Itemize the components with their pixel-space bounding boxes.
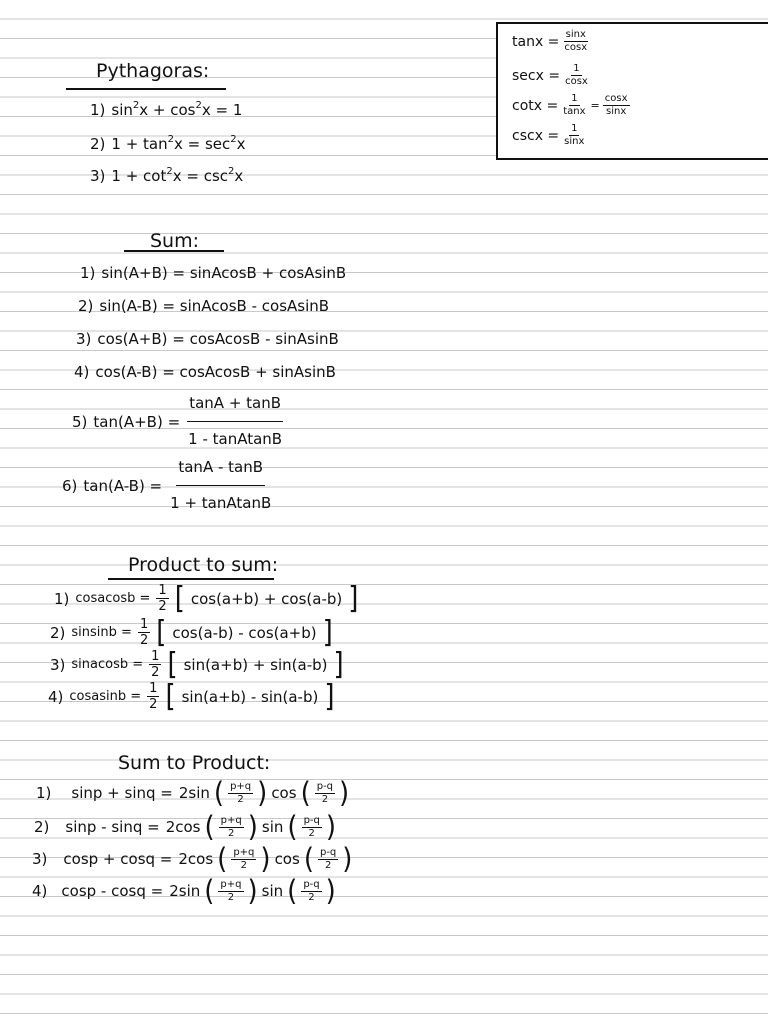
fraction-denominator: 2 [321,793,329,805]
product-to-sum-underline [108,578,274,580]
fraction-denominator: 2 [158,599,167,614]
formula-inner: cos(a+b) + cos(a-b) [190,589,343,608]
csc-fraction [562,124,586,147]
product-to-sum-item-1 [54,581,359,616]
item-number: 2) [90,134,106,153]
right-paren: ) [257,776,268,810]
item-number: 1) [54,589,70,608]
formula-rhs [178,842,353,876]
item-number: 2) [78,297,94,315]
right-bracket: ] [333,647,344,682]
product-to-sum-item-4 [48,679,335,714]
fraction-numerator: p-q [319,846,337,858]
fraction-numerator: p-q [303,878,320,890]
sec-lhs: secx = [512,67,561,84]
item-number: 4) [48,687,64,706]
formula-part: x = sec [174,135,231,153]
fraction-denominator: 2 [139,633,149,648]
item-number: 1) [90,100,106,119]
cot-fraction-2 [603,94,630,117]
argument-fraction [318,848,338,871]
csc-identity [512,124,586,147]
function-1: 2sin [169,882,201,900]
cot-numerator-1: 1 [571,93,578,104]
right-paren: ) [247,810,258,844]
half-fraction [147,682,159,711]
left-paren: ( [204,874,215,908]
sum-to-product-item-3 [32,842,353,876]
function-2: cos [274,850,300,868]
pythagoras-item-2 [90,134,246,153]
formula-inner: sin(a+b) - sin(a-b) [181,687,319,706]
argument-fraction [228,782,253,805]
tan-diff-fraction [168,460,273,511]
formula-part: sin [111,101,133,119]
fraction-numerator: 1 [151,649,160,664]
cot-numerator-2: cosx [604,93,628,104]
left-paren: ( [217,842,228,876]
right-paren: ) [325,874,336,908]
fraction-numerator: p+q [233,846,255,858]
cot-denominator-2: sinx [606,106,627,117]
formula-part: 1 + tan [111,135,168,153]
formula-lhs: sinp - sinq = [65,818,160,836]
tan-denominator: cosx [564,42,588,53]
formula-inner: sin(a+b) + sin(a-b) [183,655,328,674]
right-paren: ) [325,810,337,844]
formula-lhs: sinp + sinq = [71,784,173,802]
fraction-numerator: 1 [149,681,158,696]
function-2: sin [261,818,284,836]
fraction-numerator: p+q [230,780,252,792]
superscript: 2 [230,134,237,145]
reciprocal-identities-box [496,22,768,160]
sum-to-product-item-2 [34,810,337,844]
argument-fraction [302,816,322,839]
function-1: 2sin [178,784,210,802]
item-number: 2) [50,623,66,642]
superscript: 2 [228,166,235,177]
formula-rhs [178,776,350,810]
fraction-denominator: 2 [228,827,235,839]
superscript: 2 [132,100,140,111]
sec-identity [512,64,590,87]
right-paren: ) [339,776,350,810]
sum-to-product-item-4 [32,874,336,908]
left-paren: ( [303,842,314,876]
cot-lhs: cotx = [512,97,559,114]
item-number: 3) [32,850,48,868]
fraction-numerator: p+q [220,878,242,890]
formula-lhs: cosp + cosq = [63,850,173,868]
fraction-denominator: 2 [308,827,315,839]
formula-part: x + cos [139,101,196,119]
argument-fraction [219,816,244,839]
formula-lhs: tan(A-B) = [83,476,163,495]
formula-lhs: cosacosb = [75,591,151,606]
fraction-denominator: 2 [308,891,315,903]
sum-item-6 [62,460,273,511]
formula-lhs: tan(A+B) = [93,412,181,431]
fraction-numerator: tanA - tanB [176,460,265,486]
half-fraction [149,650,161,679]
pythagoras-underline [66,88,226,90]
fraction-denominator: 2 [151,665,160,680]
superscript: 2 [166,166,173,177]
product-to-sum-item-3 [50,647,344,682]
sum-underline [124,250,224,252]
item-number: 3) [90,166,106,185]
half-fraction [156,584,168,613]
left-bracket: [ [156,615,167,650]
formula-lhs: cosp - cosq = [61,882,164,900]
fraction-denominator: 2 [227,891,235,903]
right-bracket: ] [348,581,359,616]
sum-heading: Sum: [150,230,200,252]
superscript: 2 [195,100,202,111]
left-bracket: [ [167,647,178,682]
left-paren: ( [300,776,311,810]
fraction-numerator: p-q [316,780,334,792]
formula-rhs [165,810,337,844]
sec-numerator: 1 [573,63,580,74]
cot-identity [512,94,630,117]
fraction-numerator: p-q [303,814,320,826]
fraction-denominator: 2 [149,697,158,712]
right-paren: ) [247,874,258,908]
half-fraction [138,618,150,647]
argument-fraction [315,782,335,805]
sum-to-product-heading: Sum to Product: [118,752,271,774]
formula-text: sin(A+B) = sinAcosB + cosAsinB [101,264,347,282]
right-paren: ) [260,842,271,876]
item-number: 6) [62,476,78,495]
fraction-numerator: tanA + tanB [187,396,283,422]
left-paren: ( [287,874,298,908]
fraction-denominator: 2 [237,793,244,805]
fraction-numerator: p+q [220,814,242,826]
tan-identity [512,30,589,53]
formula-text: sin(A-B) = sinAcosB - cosAsinB [99,297,330,315]
tan-fraction [562,30,589,53]
fraction-denominator: 1 + tanAtanB [170,494,272,512]
formula-rhs [169,874,336,908]
item-number: 3) [76,330,92,348]
tan-lhs: tanx = [512,33,560,50]
item-number: 3) [50,655,66,674]
function-1: 2cos [178,850,214,868]
fraction-denominator: 2 [324,859,332,871]
formula-part: x = 1 [201,101,243,119]
cot-equals: = [590,99,600,112]
item-number: 4) [32,882,48,900]
function-2: sin [261,882,284,900]
sec-denominator: cosx [565,76,588,87]
sum-item-1 [80,264,346,282]
right-paren: ) [342,842,353,876]
argument-fraction [301,880,321,903]
sum-item-5 [72,396,284,447]
left-paren: ( [287,810,298,844]
product-to-sum-heading: Product to sum: [128,554,279,576]
superscript: 2 [167,134,175,145]
left-paren: ( [213,776,225,810]
sec-fraction [563,64,590,87]
fraction-numerator: 1 [139,617,149,632]
formula-lhs: sinsinb = [71,625,132,640]
fraction-denominator: 1 - tanAtanB [188,430,283,448]
formula-part: x [236,135,246,153]
argument-fraction [218,880,243,903]
item-number: 5) [72,412,88,431]
fraction-numerator: 1 [158,583,167,598]
csc-lhs: cscx = [512,127,560,144]
pythagoras-item-3 [90,166,243,185]
function-1: 2cos [165,818,201,836]
sum-item-4 [74,363,336,381]
csc-denominator: sinx [564,136,585,147]
left-bracket: [ [165,679,176,714]
fraction-denominator: 2 [240,859,248,871]
left-bracket: [ [174,581,185,616]
csc-numerator: 1 [571,123,578,134]
item-number: 2) [34,818,50,836]
formula-lhs: sinacosb = [71,657,144,672]
pythagoras-item-1 [90,100,242,119]
formula-part: 1 + cot [111,167,167,185]
sum-item-3 [76,330,339,348]
pythagoras-heading: Pythagoras: [96,60,210,82]
formula-text: cos(A-B) = cosAcosB + sinAsinB [95,363,336,381]
formula-part: x [234,167,244,185]
cot-fraction-1 [561,94,587,117]
tan-sum-fraction [186,396,284,447]
sum-item-2 [78,297,329,315]
item-number: 1) [36,784,52,802]
argument-fraction [231,848,256,871]
item-number: 4) [74,363,90,381]
formula-inner: cos(a-b) - cos(a+b) [172,623,317,642]
cot-denominator-1: tanx [563,106,586,117]
formula-part: x = csc [172,167,229,185]
left-paren: ( [204,810,215,844]
right-bracket: ] [324,679,335,714]
product-to-sum-item-2 [50,615,333,650]
function-2: cos [271,784,297,802]
tan-numerator: sinx [565,29,586,40]
sum-to-product-item-1 [36,776,350,810]
formula-text: cos(A+B) = cosAcosB - sinAsinB [97,330,339,348]
item-number: 1) [80,264,96,282]
right-bracket: ] [322,615,333,650]
formula-lhs: cosasinb = [69,689,142,704]
